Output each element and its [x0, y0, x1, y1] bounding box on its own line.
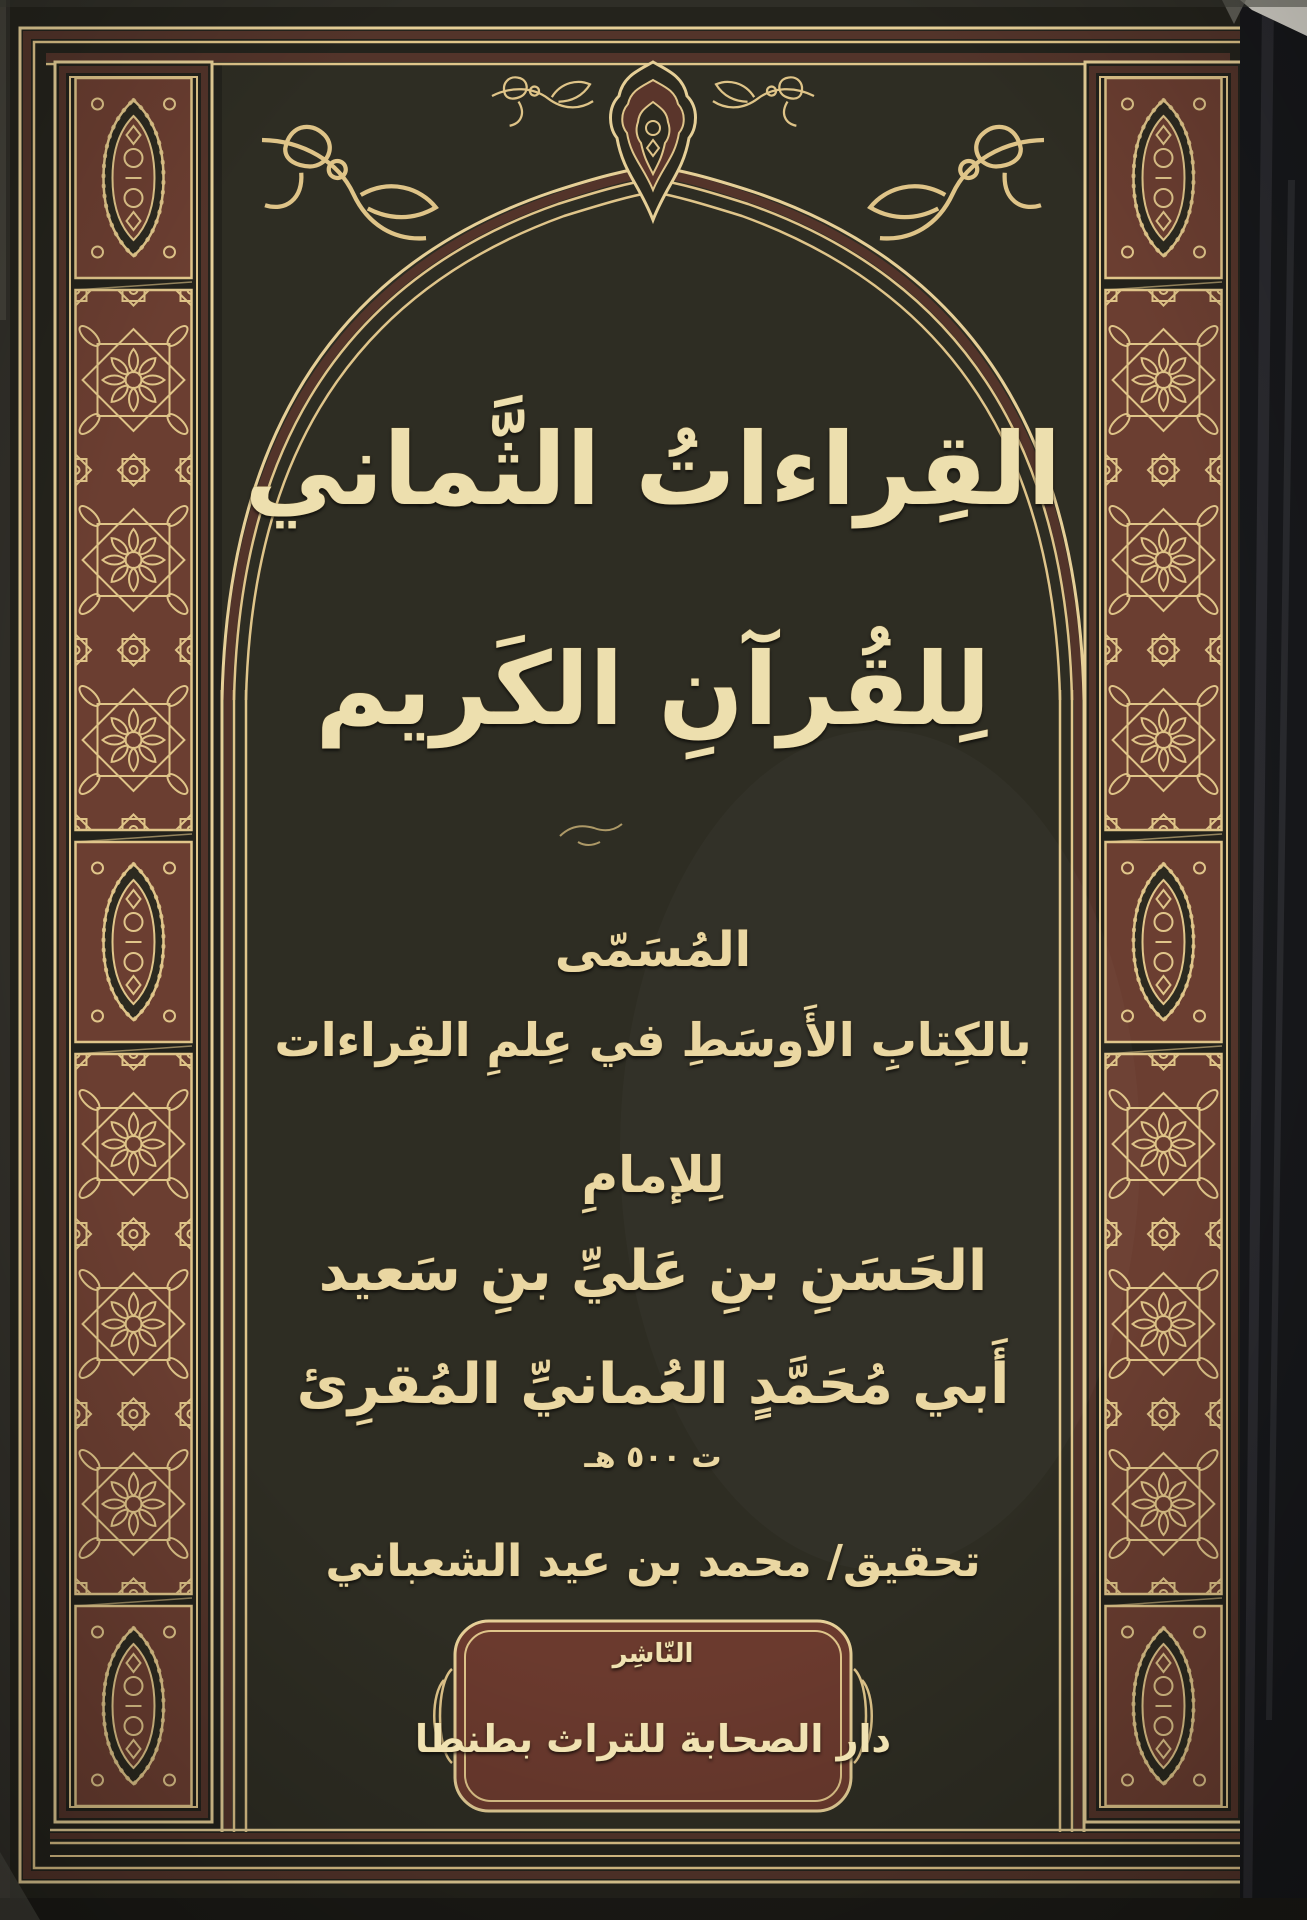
named-as-label: المُسَمّى [554, 922, 752, 978]
editor-credit: تحقيق/ محمد بن عيد الشعباني [325, 1536, 981, 1587]
book-title-line2: لِلقُرآنِ الكَريم [315, 631, 991, 748]
author-intro: لِلإمامِ [581, 1146, 725, 1204]
alternate-title: بالكِتابِ الأَوسَطِ في عِلمِ القِراءات [274, 1013, 1032, 1067]
publisher-name: دار الصحابة للتراث بطنطا [414, 1717, 892, 1761]
author-death-date: ت ٥٠٠ هـ [584, 1440, 722, 1475]
publisher-label: النّاشِر [612, 1639, 694, 1669]
author-name-line2: أَبي مُحَمَّدٍ العُمانيِّ المُقرِئ [296, 1352, 1010, 1417]
author-name-line1: الحَسَنِ بنِ عَليِّ بنِ سَعيد [318, 1239, 988, 1304]
book-title-line1: القِراءاتُ الثَّماني [244, 411, 1062, 528]
